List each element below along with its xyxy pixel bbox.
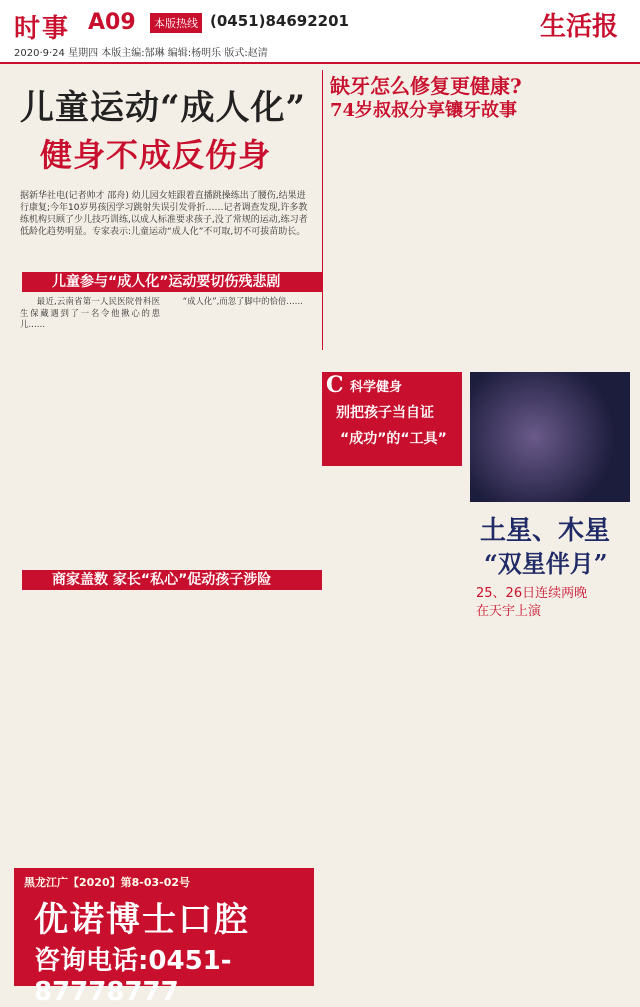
hotline-number: (0451)84692201 <box>210 12 349 30</box>
body-column: “成人化”,而忽了脚中的恰倍…… <box>182 296 304 306</box>
planet-article-subtitle: 25、26日连续两晚 <box>476 586 588 601</box>
planet-article-title: 土星、木星 <box>480 516 611 546</box>
planets-photo <box>470 372 630 502</box>
hotline-badge: 本版热线 <box>150 13 202 33</box>
lead-paragraph: 据新华社电(记者帅才 邵舟) 幼儿园女娃跟着直播跳操练出了腰伤,结果进行康复;今年10岁男孩因学习跳射失误引发骨折……记者调查发现,许多教练机构只顾了少儿技巧训练,以成人标准要求孩子,没了常规的运动,练习者低龄化趋势明显。专家表示:儿童运动“成人化”不可取,切不可拔苗助长。 <box>20 191 308 237</box>
section-c-title-1: 别把孩子当自证 <box>336 405 434 421</box>
divider <box>322 70 323 350</box>
headline-sub: 健身不成反伤身 <box>40 136 272 174</box>
ad-phone: 咨询电话:0451-87778777 <box>34 946 232 1007</box>
ad-brand: 优诺博士口腔 <box>34 900 250 940</box>
planet-article-title-2: “双星伴月” <box>484 549 608 578</box>
section-c-letter: C <box>326 372 344 398</box>
headline-main: 儿童运动“成人化” <box>20 88 307 128</box>
newspaper-logo: 生活报 <box>540 12 619 42</box>
masthead <box>0 0 640 64</box>
section-name: 时事 <box>14 14 71 44</box>
section-a-title: 儿童参与“成人化”运动要切伤残悲剧 <box>22 272 322 292</box>
dental-article-subtitle: 74岁叔叔分享镶牙故事 <box>330 100 518 121</box>
section-c-title-2: “成功”的“工具” <box>340 431 447 447</box>
section-b-title: 商家盖数 家长“私心”促动孩子涉险 <box>22 570 322 590</box>
section-c-label: 科学健身 <box>350 380 403 395</box>
dateline: 2020·9·24 星期四 本版主编:郜琳 编辑:杨明乐 版式:赵清 <box>14 48 268 59</box>
dental-advertisement <box>14 868 314 1007</box>
dental-article-title: 缺牙怎么修复更健康? <box>330 74 522 98</box>
ad-license: 黑龙江广【2020】第8-03-02号 <box>24 876 191 889</box>
planet-article-subtitle-2: 在天宇上演 <box>476 604 542 619</box>
page-number: A09 <box>88 10 136 35</box>
body-column: 最近,云南省第一人民医院骨科医生保藏遇到了一名令他揪心的患儿…… <box>20 296 160 330</box>
